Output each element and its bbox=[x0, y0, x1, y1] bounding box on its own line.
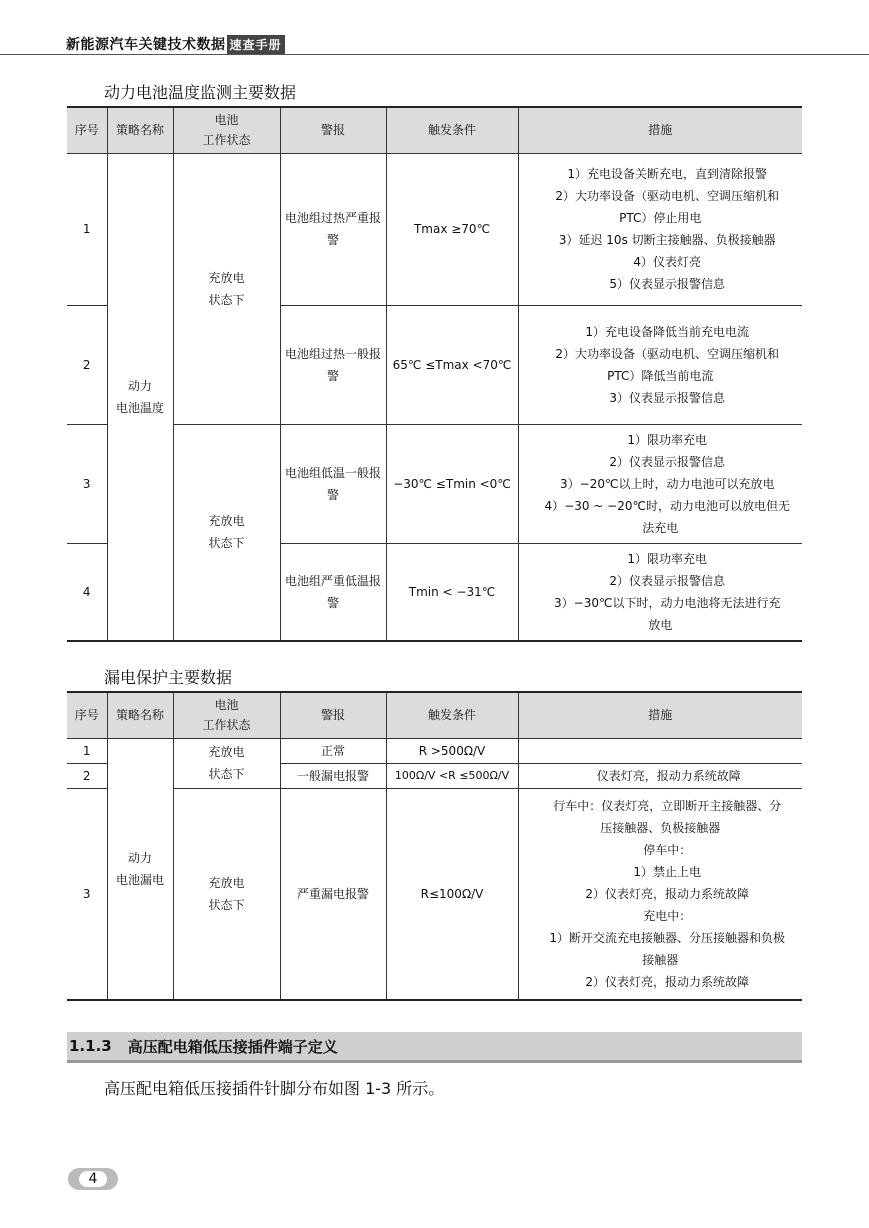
col-trigger: 触发条件 bbox=[386, 692, 518, 738]
col-no: 序号 bbox=[67, 692, 107, 738]
trigger-condition: −30℃ ≤Tmin <0℃ bbox=[386, 424, 518, 543]
subsection-title: 高压配电箱低压接插件端子定义 bbox=[127, 1037, 338, 1056]
col-alarm: 警报 bbox=[280, 692, 386, 738]
col-no: 序号 bbox=[67, 107, 107, 153]
book-subtitle-tag: 速查手册 bbox=[227, 35, 285, 54]
col-strategy: 策略名称 bbox=[107, 107, 173, 153]
alarm-name: 电池组严重低温报警 bbox=[280, 543, 386, 641]
alarm-name: 一般漏电报警 bbox=[280, 763, 386, 788]
work-state: 充放电 状态下 bbox=[173, 788, 280, 1000]
row-number: 1 bbox=[67, 153, 107, 305]
alarm-name: 电池组过热一般报警 bbox=[280, 305, 386, 424]
table-header-row bbox=[67, 692, 802, 738]
table-header-row bbox=[67, 107, 802, 153]
table-row bbox=[67, 424, 802, 543]
strategy-name: 动力 电池漏电 bbox=[107, 738, 173, 1000]
work-state: 充放电 状态下 bbox=[173, 738, 280, 788]
page-number-badge bbox=[68, 1168, 118, 1190]
header-rule bbox=[0, 54, 869, 55]
strategy-name: 动力 电池温度 bbox=[107, 153, 173, 641]
measures: 1）充电设备降低当前充电电流 2）大功率设备（驱动电机、空调压缩机和 PTC）降低当前电流 3）仪表显示报警信息 bbox=[518, 305, 802, 424]
col-alarm: 警报 bbox=[280, 107, 386, 153]
trigger-condition: 100Ω/V <R ≤500Ω/V bbox=[386, 763, 518, 788]
alarm-name: 电池组过热严重报警 bbox=[280, 153, 386, 305]
leakage-protection-table bbox=[67, 691, 802, 1001]
row-number: 3 bbox=[67, 424, 107, 543]
alarm-name: 电池组低温一般报警 bbox=[280, 424, 386, 543]
work-state: 充放电 状态下 bbox=[173, 424, 280, 641]
row-number: 2 bbox=[67, 305, 107, 424]
table-row bbox=[67, 788, 802, 1000]
col-measures: 措施 bbox=[518, 692, 802, 738]
trigger-condition: Tmin < −31℃ bbox=[386, 543, 518, 641]
measures bbox=[518, 738, 802, 763]
col-state: 电池 工作状态 bbox=[173, 692, 280, 738]
trigger-condition: Tmax ≥70℃ bbox=[386, 153, 518, 305]
table1-title: 动力电池温度监测主要数据 bbox=[104, 83, 297, 102]
running-header bbox=[66, 34, 285, 54]
table2-title: 漏电保护主要数据 bbox=[104, 668, 233, 687]
measures: 1）限功率充电 2）仪表显示报警信息 3）−30℃以下时，动力电池将无法进行充 放电 bbox=[518, 543, 802, 641]
measures: 1）限功率充电 2）仪表显示报警信息 3）−20℃以上时，动力电池可以充放电 4）−30 ~ −20℃时，动力电池可以放电但无 法充电 bbox=[518, 424, 802, 543]
col-trigger: 触发条件 bbox=[386, 107, 518, 153]
col-strategy: 策略名称 bbox=[107, 692, 173, 738]
row-number: 4 bbox=[67, 543, 107, 641]
alarm-name: 严重漏电报警 bbox=[280, 788, 386, 1000]
col-measures: 措施 bbox=[518, 107, 802, 153]
row-number: 2 bbox=[67, 763, 107, 788]
table-row bbox=[67, 738, 802, 763]
measures: 1）充电设备关断充电，直到清除报警 2）大功率设备（驱动电机、空调压缩机和 PTC）停止用电 3）延迟 10s 切断主接触器、负极接触器 4）仪表灯亮 5）仪表显示报警信息 bbox=[518, 153, 802, 305]
table-row bbox=[67, 153, 802, 305]
col-state: 电池 工作状态 bbox=[173, 107, 280, 153]
page-number: 4 bbox=[79, 1171, 107, 1187]
trigger-condition: 65℃ ≤Tmax <70℃ bbox=[386, 305, 518, 424]
subsection-heading bbox=[67, 1032, 802, 1063]
trigger-condition: R >500Ω/V bbox=[386, 738, 518, 763]
row-number: 1 bbox=[67, 738, 107, 763]
subsection-number: 1.1.3 bbox=[69, 1037, 112, 1055]
trigger-condition: R≤100Ω/V bbox=[386, 788, 518, 1000]
body-paragraph: 高压配电箱低压接插件针脚分布如图 1-3 所示。 bbox=[104, 1079, 445, 1098]
row-number: 3 bbox=[67, 788, 107, 1000]
work-state: 充放电 状态下 bbox=[173, 153, 280, 424]
measures: 行车中：仪表灯亮，立即断开主接触器、分 压接触器、负极接触器 停车中： 1）禁止上电 2）仪表灯亮，报动力系统故障 充电中： 1）断开交流充电接触器、分压接触器和负极 接触器 2）仪表灯亮，报动力系统故障 bbox=[518, 788, 802, 1000]
battery-temperature-table bbox=[67, 106, 802, 642]
book-title: 新能源汽车关键技术数据 bbox=[66, 37, 226, 53]
measures: 仪表灯亮，报动力系统故障 bbox=[518, 763, 802, 788]
alarm-name: 正常 bbox=[280, 738, 386, 763]
